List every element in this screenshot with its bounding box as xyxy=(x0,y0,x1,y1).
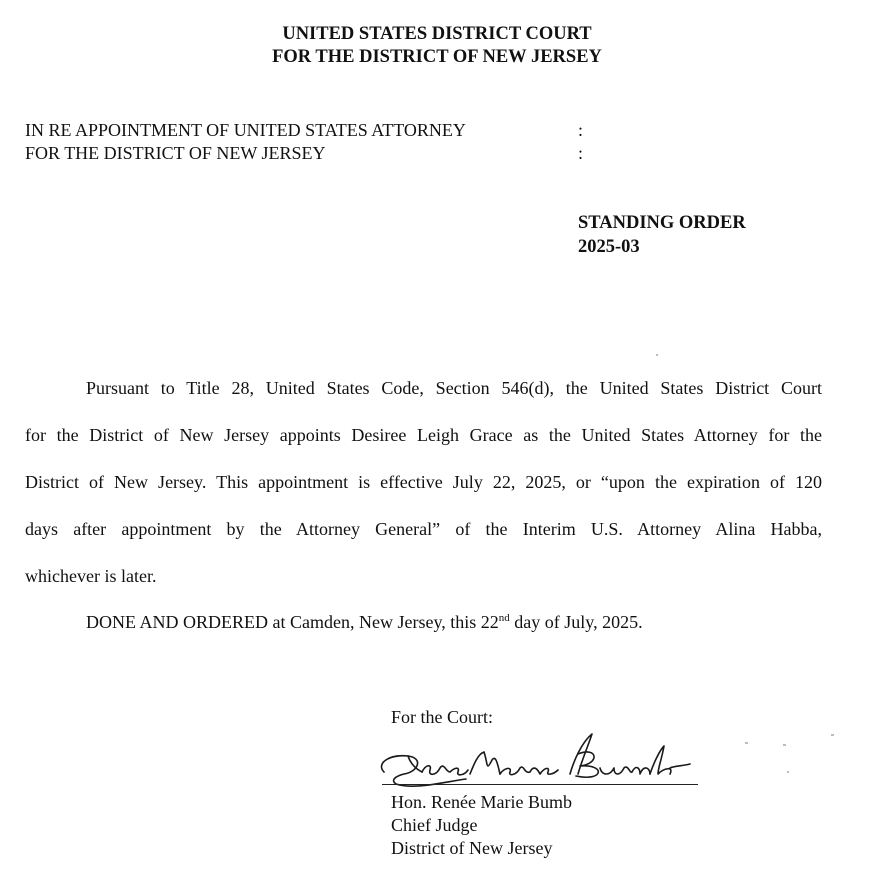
body-line-1: Pursuant to Title 28, United States Code, Section 546(d), the United States District Court xyxy=(86,378,822,398)
order-title: STANDING ORDER xyxy=(578,213,746,233)
scan-speck xyxy=(831,734,834,736)
judge-district: District of New Jersey xyxy=(391,838,553,858)
judge-title: Chief Judge xyxy=(391,815,478,835)
scan-speck xyxy=(656,354,658,356)
done-and-ordered xyxy=(86,611,643,633)
body-line-5: whichever is later. xyxy=(25,566,157,586)
body-line-4: days after appointment by the Attorney General” of the Interim U.S. Attorney Alina Habba, xyxy=(25,519,822,539)
caption-separator-2: : xyxy=(578,143,584,163)
scan-speck xyxy=(783,744,786,746)
body-line-2: for the District of New Jersey appoints Desiree Leigh Grace as the United States Attorney for the xyxy=(25,425,822,445)
judge-name: Hon. Renée Marie Bumb xyxy=(391,792,572,812)
court-name-line1: UNITED STATES DISTRICT COURT xyxy=(282,24,592,44)
scan-speck xyxy=(787,771,789,773)
caption-line1: IN RE APPOINTMENT OF UNITED STATES ATTORNEY xyxy=(25,120,466,140)
day-ordinal-suffix: nd xyxy=(498,612,510,624)
for-the-court: For the Court: xyxy=(391,707,493,727)
signature-line xyxy=(382,784,698,785)
scan-speck xyxy=(745,742,748,744)
caption-line2: FOR THE DISTRICT OF NEW JERSEY xyxy=(25,143,326,163)
body-line-3: District of New Jersey. This appointment is effective July 22, 2025, or “upon the expiration of 120 xyxy=(25,472,822,492)
caption-separator-1: : xyxy=(578,120,584,140)
court-name-line2: FOR THE DISTRICT OF NEW JERSEY xyxy=(272,47,602,67)
order-number: 2025-03 xyxy=(578,237,640,257)
done-suffix: day of July, 2025. xyxy=(509,612,643,632)
done-prefix: DONE AND ORDERED at Camden, New Jersey, this 22 xyxy=(86,612,499,632)
